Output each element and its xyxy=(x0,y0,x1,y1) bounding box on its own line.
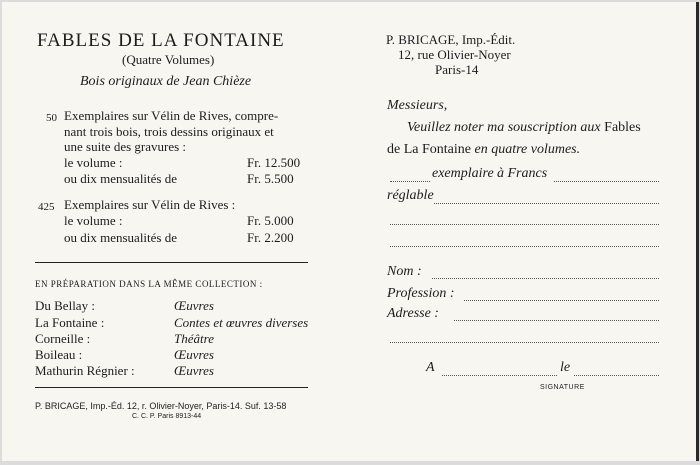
order-line-1 xyxy=(407,120,641,136)
footer-ccp: C. C. P. Paris 8913-44 xyxy=(132,413,202,420)
signature-label: SIGNATURE xyxy=(540,384,585,391)
collection-author: Mathurin Régnier : xyxy=(35,363,135,378)
subtitle: (Quatre Volumes) xyxy=(122,52,215,67)
quantity-field[interactable] xyxy=(390,181,430,182)
offer1-volume-label: le volume : xyxy=(64,155,123,170)
publisher-city: Paris-14 xyxy=(435,62,479,77)
place-field[interactable] xyxy=(442,375,557,376)
offer1-line-1: Exemplaires sur Vélin de Rives, compre- xyxy=(64,108,279,123)
collection-author: La Fontaine : xyxy=(35,315,105,330)
nom-field[interactable] xyxy=(432,278,659,279)
collection-work: Œuvres xyxy=(174,347,214,362)
collection-work: Œuvres xyxy=(174,363,214,378)
collection-author: Du Bellay : xyxy=(35,298,95,313)
salutation: Messieurs, xyxy=(387,98,448,113)
offer1-line-3: une suite des gravures : xyxy=(64,139,187,154)
payment-field[interactable] xyxy=(434,203,659,204)
divider-top xyxy=(35,262,308,263)
offer1-line-2: nant trois bois, trois dessins originaux et xyxy=(64,124,274,139)
adresse-label: Adresse : xyxy=(387,306,439,321)
offer2-volume-price: Fr. 5.000 xyxy=(247,213,294,228)
publisher-address: 12, rue Olivier-Noyer xyxy=(398,47,511,62)
collection-author: Boileau : xyxy=(35,347,83,362)
offer2-monthly-price: Fr. 2.200 xyxy=(247,230,294,245)
place-label: A xyxy=(426,360,435,375)
order-line-2-italic: en quatre volumes. xyxy=(474,142,581,157)
offer2-monthly-label: ou dix mensualités de xyxy=(64,230,178,245)
order-line-1-italic: Veuillez noter ma souscription aux xyxy=(407,120,601,135)
book-title: FABLES DE LA FONTAINE xyxy=(37,30,285,51)
subscription-card xyxy=(2,2,699,461)
illustrator-line: Bois originaux de Jean Chièze xyxy=(80,74,252,89)
date-label: le xyxy=(560,360,571,375)
a-francs-label: à Francs xyxy=(497,166,548,181)
reglable-label: réglable xyxy=(387,188,434,203)
exemplaire-label: exemplaire xyxy=(432,166,494,181)
date-field[interactable] xyxy=(574,375,659,376)
payment-field-line-2[interactable] xyxy=(390,224,659,225)
payment-field-line-3[interactable] xyxy=(390,246,659,247)
order-line-1-roman: Fables xyxy=(604,120,641,135)
offer2-line: Exemplaires sur Vélin de Rives : xyxy=(64,197,236,212)
nom-label: Nom : xyxy=(387,264,422,279)
order-line-2 xyxy=(387,142,580,158)
profession-label: Profession : xyxy=(387,286,455,301)
offer2-count: 425 xyxy=(38,201,55,213)
footer-imprint: P. BRICAGE, Imp.-Éd. 12, r. Olivier-Noyer, Paris-14. Suf. 13-58 xyxy=(35,401,287,411)
collection-work: Théâtre xyxy=(174,331,214,346)
price-field[interactable] xyxy=(554,181,659,182)
offer1-count: 50 xyxy=(46,112,57,124)
adresse-field-line-2[interactable] xyxy=(390,342,659,343)
profession-field[interactable] xyxy=(464,300,659,301)
collection-work: Œuvres xyxy=(174,298,214,313)
offer1-monthly-price: Fr. 5.500 xyxy=(247,171,294,186)
offer2-volume-label: le volume : xyxy=(64,213,123,228)
offer1-volume-price: Fr. 12.500 xyxy=(247,155,301,170)
adresse-field[interactable] xyxy=(454,320,659,321)
order-line-2-roman: de La Fontaine xyxy=(387,142,471,157)
collection-work: Contes et œuvres diverses xyxy=(174,315,309,330)
collection-heading: EN PRÉPARATION DANS LA MÊME COLLECTION : xyxy=(35,279,263,289)
publisher-name: P. BRICAGE, Imp.-Édit. xyxy=(386,32,516,47)
divider-bottom xyxy=(35,387,308,388)
offer1-monthly-label: ou dix mensualités de xyxy=(64,171,178,186)
collection-author: Corneille : xyxy=(35,331,91,346)
